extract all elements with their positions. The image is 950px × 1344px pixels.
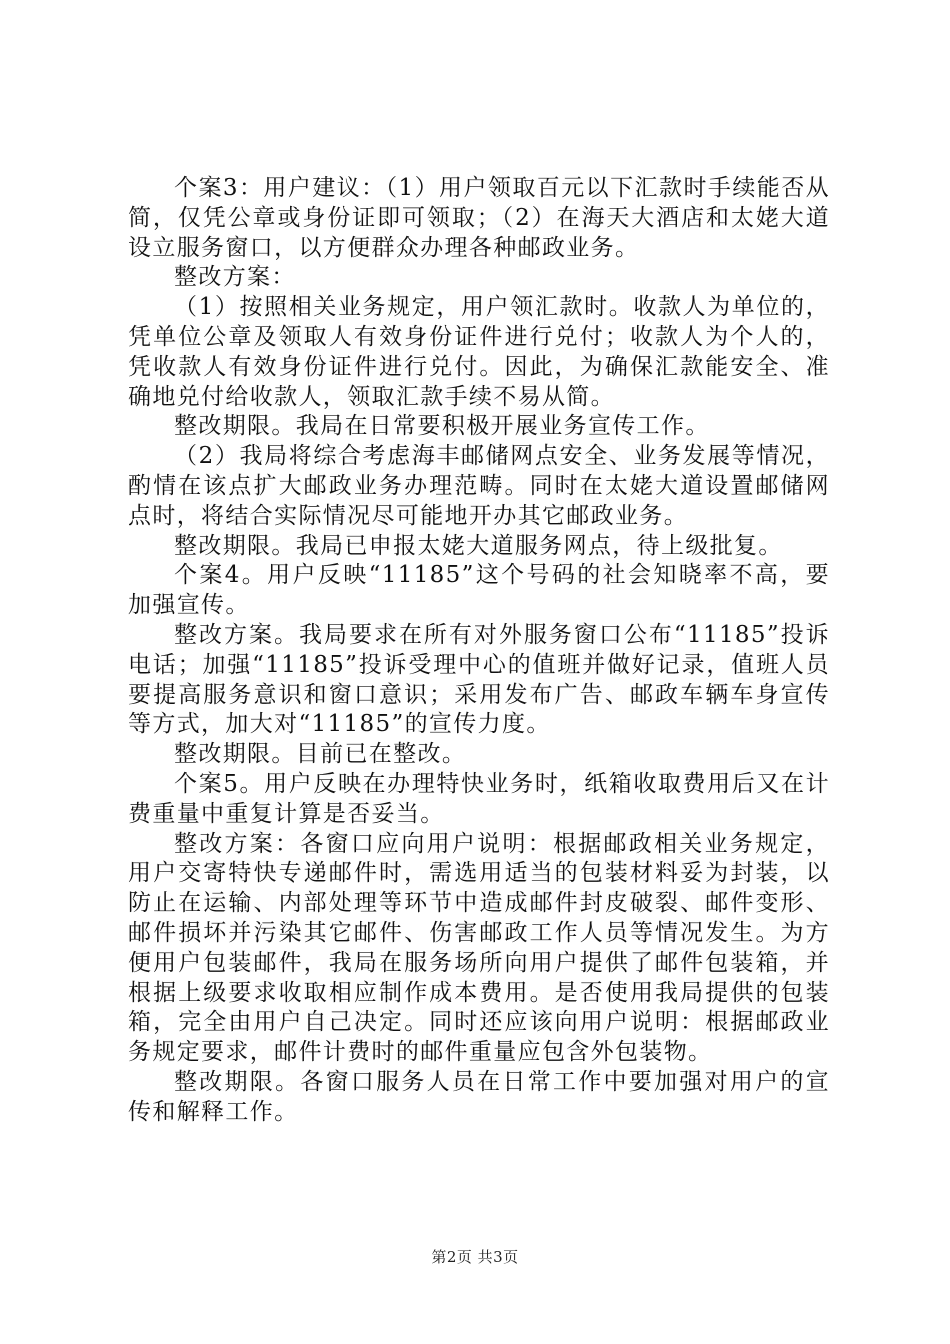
- paragraph-deadline-1: 整改期限。我局在日常要积极开展业务宣传工作。: [174, 413, 710, 440]
- document-body: [128, 174, 830, 1128]
- paragraph-plan-item-2: （2）我局将综合考虑海丰邮储网点安全、业务发展等情况，酌情在该点扩大邮政业务办理范畴。同时在太姥大道设置邮储网点时，将结合实际情况尽可能地开办其它邮政业务。: [128, 443, 830, 529]
- page-number-footer: 第2页 共3页: [431, 1248, 519, 1266]
- paragraph-case5-plan: 整改方案：各窗口应向用户说明：根据邮政相关业务规定，用户交寄特快专递邮件时，需选用适当的包装材料妥为封装，以防止在运输、内部处理等环节中造成邮件封皮破裂、邮件变形、邮件损坏并污染其它邮件、伤害邮政工作人员等情况发生。为方便用户包装邮件，我局在服务场所向用户提供了邮件包装箱，并根据上级要求收取相应制作成本费用。是否使用我局提供的包装箱，完全由用户自己决定。同时还应该向用户说明：根据邮政业务规定要求，邮件计费时的邮件重量应包含外包装物。: [128, 830, 830, 1066]
- paragraph-case4-plan: 整改方案。我局要求在所有对外服务窗口公布“11185”投诉电话；加强“11185”投诉受理中心的值班并做好记录，值班人员要提高服务意识和窗口意识；采用发布广告、邮政车辆车身宣传等方式，加大对“11185”的宣传力度。: [128, 621, 830, 738]
- paragraph-deadline-2: 整改期限。我局已申报太姥大道服务网点，待上级批复。: [174, 532, 783, 559]
- paragraph-case5-deadline: 整改期限。各窗口服务人员在日常工作中要加强对用户的宣传和解释工作。: [128, 1068, 830, 1125]
- paragraph-case4-deadline: 整改期限。目前已在整改。: [174, 741, 467, 768]
- paragraph-case3-suggestion: 个案3：用户建议：（1）用户领取百元以下汇款时手续能否从简，仅凭公章或身份证即可领取；（2）在海天大酒店和太姥大道设立服务窗口，以方便群众办理各种邮政业务。: [128, 175, 830, 261]
- paragraph-plan-item-1: （1）按照相关业务规定，用户领汇款时。收款人为单位的，凭单位公章及领取人有效身份证件进行兑付；收款人为个人的，凭收款人有效身份证件进行兑付。因此，为确保汇款能安全、准确地兑付给收款人，领取汇款手续不易从简。: [128, 294, 830, 410]
- paragraph-case5: 个案5。用户反映在办理特快业务时，纸箱收取费用后又在计费重量中重复计算是否妥当。: [128, 770, 830, 827]
- paragraph-rectification-plan-heading: 整改方案：: [174, 264, 296, 291]
- paragraph-case4: 个案4。用户反映“11185”这个号码的社会知晓率不高，要加强宣传。: [128, 562, 830, 619]
